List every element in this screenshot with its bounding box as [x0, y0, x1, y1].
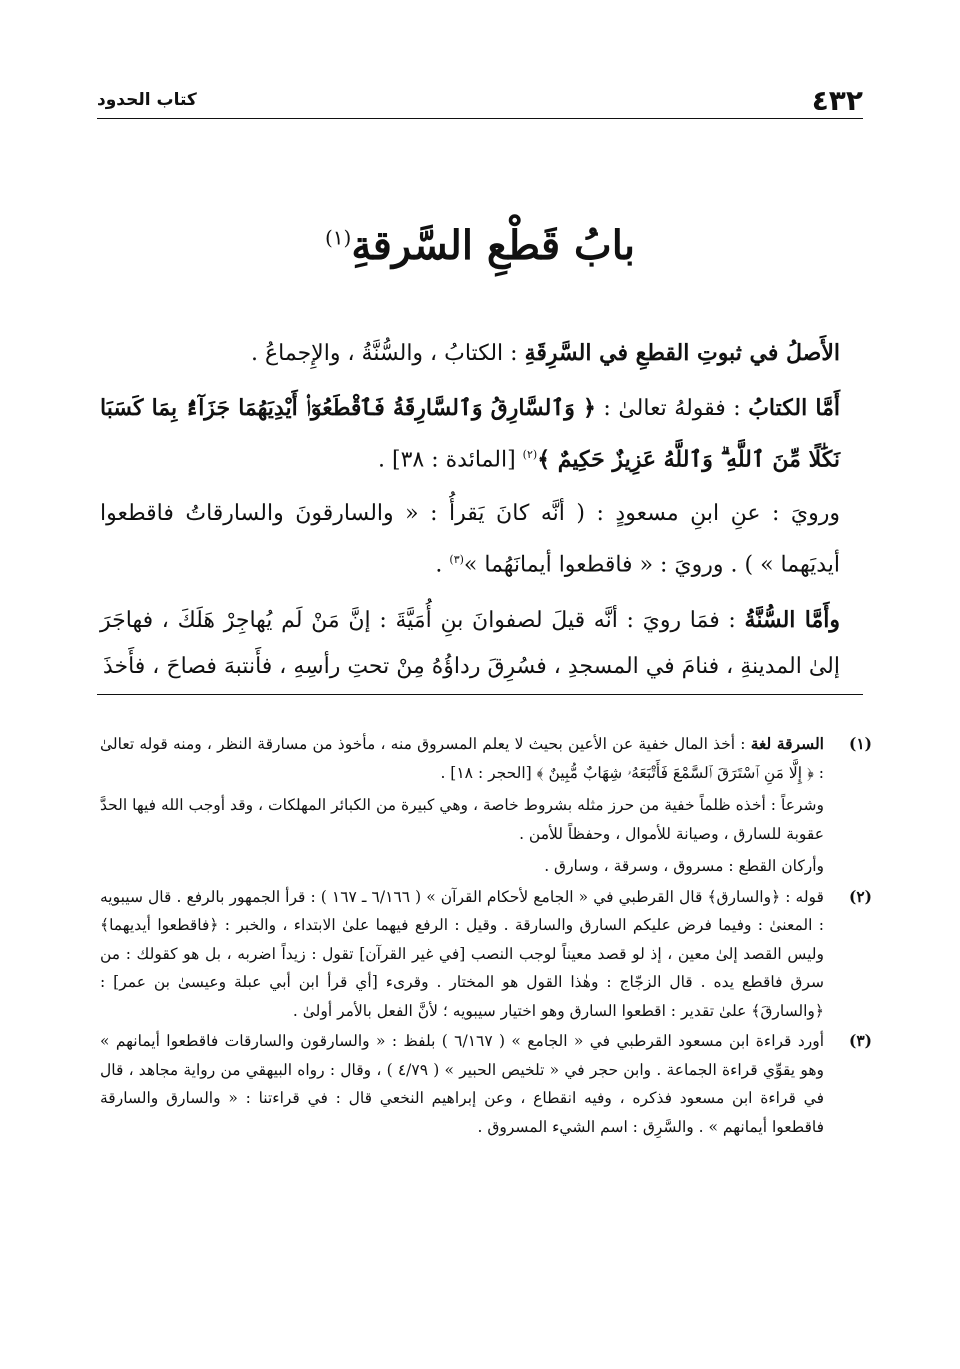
- footnote-paragraph: [100, 730, 824, 787]
- chapter-footnote-ref: (١): [324, 225, 352, 250]
- running-title: كتاب الحدود: [97, 90, 197, 110]
- paragraph-lead: وأَمَّا السُّنَّةُ: [744, 606, 840, 633]
- footnote-paragraph: أورد قراءة ابن مسعود القرطبي في « الجامع » ( ٦/١٦٧ ) بلفظ : « والسارقون والسارقات فاقطعوا أيمانهم » وهو يقوِّي قراءة الجماعة . وابن حجر في « تلخيص الحبير » ( ٤/٧٩ ) ، وقال : رواه البيهقي من رواية مجاهد ، قال في قراءة ابن مسعود فذكره ، وفيه انقطاع ، وعن إبراهيم النخعي قال : في قراءتنا : « والسارق والسارقة فاقطعوا أيمانهم » . والسَّرِق : اسم الشيء المسروق .: [100, 1032, 824, 1136]
- paragraph-sunnah: [100, 597, 840, 690]
- footnote-paragraph: وشرعاً : أخذه ظلماً خفية من حرز مثله بشروط خاصة ، وهي كبيرة من الكبائر المهلكات ، وقد أوجب الله فيها الحدَّ عقوبة للسارق ، وصيانة للأموال ، وحفظاً للأمن .: [100, 796, 824, 843]
- footnote-number: (٢): [848, 886, 872, 906]
- main-text: [100, 330, 840, 698]
- footnote-paragraph: قوله : ﴿والسارق﴾ قال القرطبي في « الجامع لأحكام القرآن » ( ٦/١٦٦ ـ ١٦٧ ) : قرأ الجمهور بالرفع . قال سيبويه : المعنىٰ : وفيما فرض عليكم السارق والسارقة . وقيل : الرفع فيهما علىٰ الابتداء ، والخبر : ﴿فاقطعوا أيديهما﴾ وليس القصد إلىٰ معين ، إذ لو قصد معيناً لوجب النصب [في غير القرآن] تقول : زيداً اضربه ، بل هو كقولك : من سرق فاقطع يده . قال الزجّاج : وهٰذا القول هو المختار . وقرىء [أي قرأ ابن أبي عبلة وعيسىٰ بن عمر] : ﴿والسارقَ﴾ علىٰ تقدير : اقطعوا السارق وهو اختيار سيبويه ؛ لأنَّ الفعل بالأمر أولىٰ .: [100, 887, 824, 1020]
- paragraph-text: : الكتابُ ، والسُّنَّةُ ، والإِجماعُ .: [251, 341, 525, 366]
- verse-source: [المائدة : ٣٨] .: [378, 447, 523, 473]
- chapter-title-text: بابُ قَطْعِ السَّرقةِ: [351, 222, 636, 269]
- chapter-title: [0, 222, 960, 269]
- footnote-separator: [97, 694, 863, 695]
- footnote-number: (٣): [848, 1031, 872, 1050]
- footnote-body: [100, 730, 824, 881]
- quran-verse: ﴿ وَٱلسَّارِقُ وَٱلسَّارِقَةُ فَٱقْطَعُوٓا۟ أَيْدِيَهُمَا جَزَآءًۢ بِمَا كَسَبَا نَكَٰلًا مِّنَ ٱللَّهِ ۗ وَٱللَّهُ عَزِيزٌ حَكِيمٌ ﴾: [100, 395, 840, 473]
- paragraph-book: [100, 385, 840, 483]
- footnote-1: [100, 730, 872, 881]
- paragraph-text: : فقولهُ تعالىٰ :: [595, 396, 749, 421]
- paragraph-ibn-masud: [100, 491, 840, 588]
- page-number: ٤٣٢: [811, 84, 863, 117]
- footnote-3: [100, 1027, 872, 1141]
- running-header: [97, 82, 863, 119]
- paragraph-text: ورويَ : عنِ ابنِ مسعودٍ : ( أنَّه كانَ يَقرأُ : « والسارقونَ والسارقاتُ فاقطعوا أيديَهما » ) . ورويَ : « فاقطعوا أيمانَهُما »: [100, 501, 840, 578]
- footnote-body: [100, 1027, 824, 1141]
- paragraph-origin: [100, 330, 840, 377]
- footnote-paragraph: وأركان القطع : مسروق ، وسرقة ، وسارق .: [544, 857, 824, 875]
- footnote-number: (١): [848, 734, 872, 753]
- footnote-lead: السرقة لغة: [750, 734, 824, 753]
- footnote-text: : أخذ المال خفية عن الأعين بحيث لا يعلم المسروق منه ، مأخوذ من مسارقة النظر ، ومنه قوله تعالىٰ : ﴿ إِلَّا مَنِ ٱسْتَرَقَ ٱلسَّمْعَ فَأَتْبَعَهُۥ شِهَابٌ مُّبِينٌ ﴾ [الحجر : ١٨] .: [100, 735, 824, 782]
- paragraph-text: : فمَا رويَ : أنَّه قيلَ لصفوانَ بنِ أُمَيَّةَ : إنَّ مَنْ لَم يُهاجِرْ هَلَكَ ، فهاجَرَ إلىٰ المدينةِ ، فنامَ في المسجدِ ، فسُرِقَ رداؤُهُ مِنْ تحتِ رأسِهِ ، فأَنتبهَ فصاحَ ، فأَخذَ: [100, 607, 840, 679]
- footnote-body: [100, 883, 824, 1026]
- paragraph-lead: الأَصلُ في ثبوتِ القطعِ في السَّرِقَةِ: [524, 340, 840, 366]
- footnotes: [100, 730, 872, 1143]
- paragraph-end: .: [435, 552, 450, 578]
- footnote-ref: (٢): [522, 448, 538, 461]
- paragraph-lead: أَمَّا الكتابُ: [748, 395, 840, 421]
- footnote-2: [100, 883, 872, 1026]
- footnote-ref: (٣): [449, 553, 464, 567]
